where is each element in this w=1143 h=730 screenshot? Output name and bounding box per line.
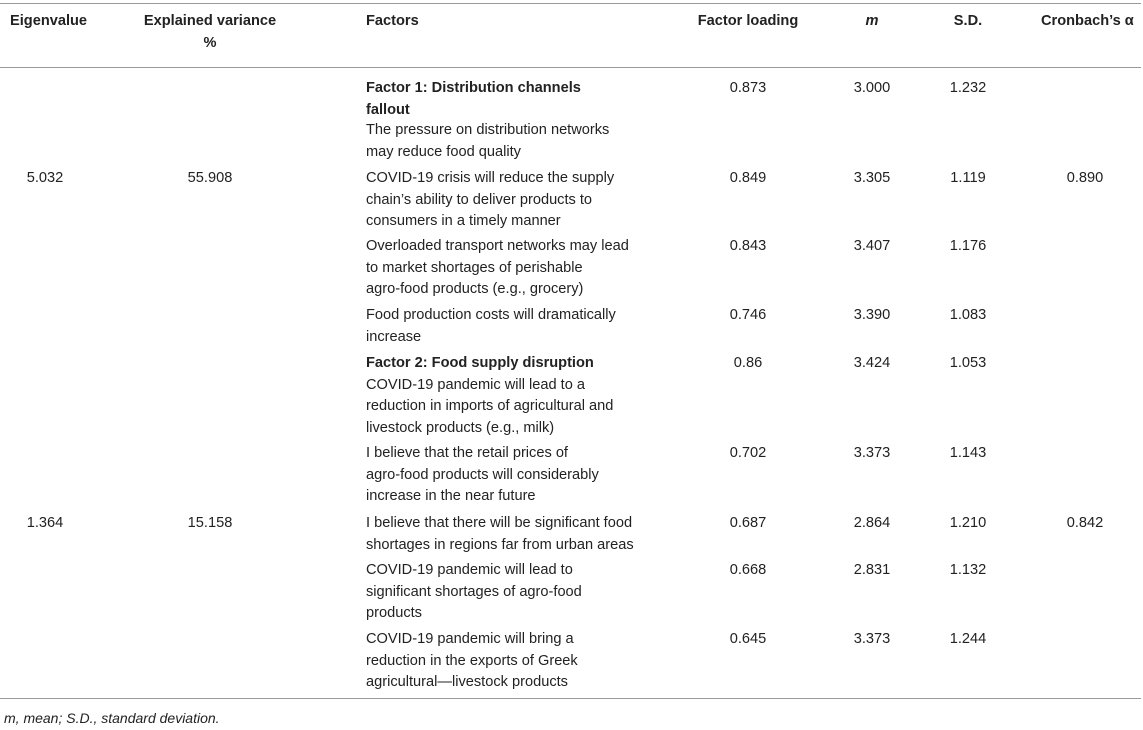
factor2-item4-text: COVID-19 pandemic will lead to significant shortages of agro-food products [366,562,582,621]
group2-eigenvalue: 1.364 [26,515,64,531]
table-top-rule [0,3,1141,4]
factor1-title: Factor 1: Distribution channels fallout [366,80,581,118]
table-footnote: m, mean; S.D., standard deviation. [4,710,220,726]
factor2-item1-mean: 3.424 [853,355,891,371]
factor2-item3-mean: 2.864 [853,515,891,531]
factor2-title: Factor 2: Food supply disruption [366,355,594,371]
factor2-item2-loading: 0.702 [729,445,767,461]
group2-cronbach: 0.842 [1066,515,1104,531]
factor2-item4-loading: 0.668 [729,562,767,578]
header-cronbach: Cronbach’s α [1041,13,1134,29]
factor1-item3-loading: 0.843 [729,238,767,254]
factor2-item2-text: I believe that the retail prices of agro-food products will considerably increase in the near future [366,445,599,504]
factor1-item2-mean: 3.305 [853,170,891,186]
factor2-item5-mean: 3.373 [853,631,891,647]
factor2-item5-loading: 0.645 [729,631,767,647]
group1-cronbach: 0.890 [1066,170,1104,186]
header-factors: Factors [366,13,419,29]
factor1-item2-loading: 0.849 [729,170,767,186]
factor1-item2-sd: 1.119 [950,170,986,186]
factor2-item3-loading: 0.687 [729,515,767,531]
factor2-item4-sd: 1.132 [949,562,987,578]
factor1-item3-text: Overloaded transport networks may lead to market shortages of perishable agro-food products (e.g., grocery) [366,238,629,297]
factor1-item1-text: The pressure on distribution networks may reduce food quality [366,122,610,160]
factor2-item1-sd: 1.053 [949,355,987,371]
factor1-item3-sd: 1.176 [949,238,987,254]
header-eigenvalue: Eigenvalue [10,13,88,29]
factor2-item2-sd: 1.143 [949,445,987,461]
factor1-item2-text: COVID-19 crisis will reduce the supply chain’s ability to deliver products to consumers in a timely manner [366,170,615,229]
header-factor-loading: Factor loading [697,13,799,29]
header-explained-variance: Explained variance % [143,13,277,51]
factor1-item3-mean: 3.407 [853,238,891,254]
factor2-item3-text: I believe that there will be significant food shortages in regions far from urban areas [366,515,634,553]
factor2-item1-loading: 0.86 [733,355,763,371]
factor1-item4-loading: 0.746 [729,307,767,323]
factor2-item5-text: COVID-19 pandemic will bring a reduction in the exports of Greek agricultural—livestock products [366,631,578,690]
table-bottom-rule [0,698,1141,699]
factor1-item4-mean: 3.390 [853,307,891,323]
group1-eigenvalue: 5.032 [26,170,64,186]
factor2-item4-mean: 2.831 [853,562,891,578]
factor1-item1-mean: 3.000 [853,80,891,96]
factor2-item3-sd: 1.210 [949,515,987,531]
factor1-item4-sd: 1.083 [949,307,987,323]
factor2-item5-sd: 1.244 [949,631,987,647]
table-header-rule [0,67,1141,68]
factor2-item1-text: Factor 2: Food supply disruption COVID-19 pandemic will lead to a reduction in imports of agricultural and livestock products (e.g., milk) [366,355,614,436]
group1-explained-variance: 55.908 [187,170,233,186]
group2-explained-variance: 15.158 [187,515,233,531]
factor2-item2-mean: 3.373 [853,445,891,461]
factor1-item1-sd: 1.232 [949,80,987,96]
header-sd: S.D. [953,13,983,29]
factor1-item4-text: Food production costs will dramatically increase [366,307,616,345]
header-mean: m [865,13,879,29]
factor1-item1-loading: 0.873 [729,80,767,96]
